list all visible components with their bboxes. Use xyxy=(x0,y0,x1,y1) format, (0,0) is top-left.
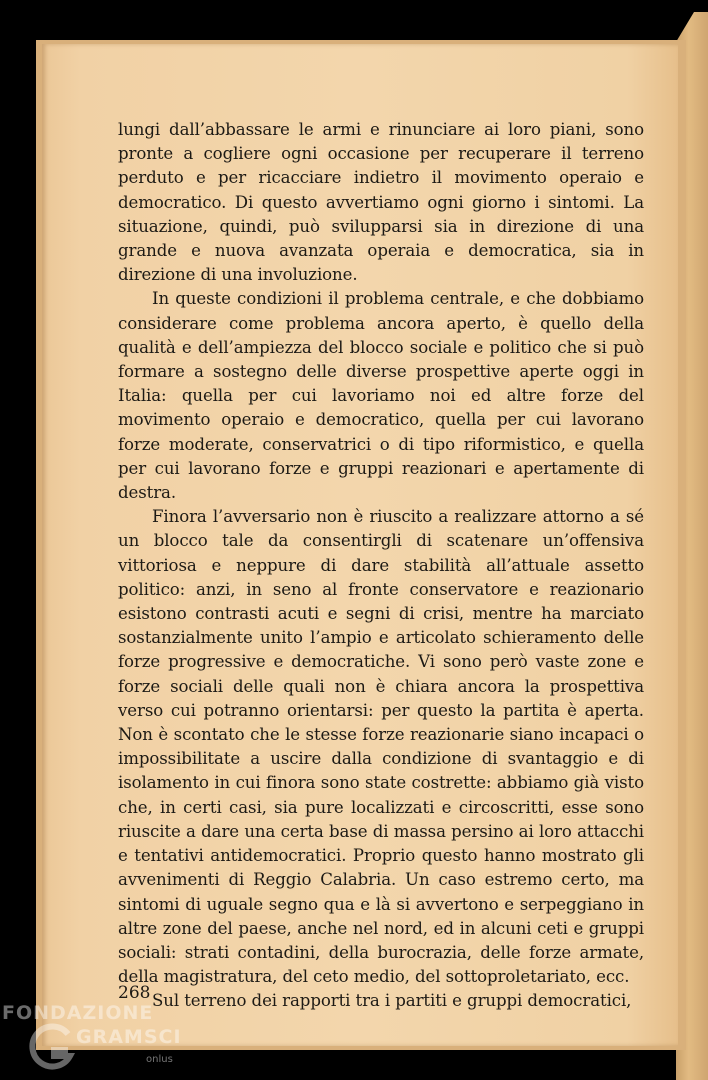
fondazione-gramsci-watermark xyxy=(0,996,200,1080)
paragraph-1: lungi dall’abbassare le armi e rinunciare ai loro piani, sono pronte a cogliere ogni occasione per recuperare il terreno perduto e per ricacciare indietro il movimento operaio e democratico. Di questo avvertiamo ogni giorno i sintomi. La situazione, quindi, può svilupparsi sia in direzione di una grande e nuova avanzata operaia e democratica, sia in direzione di una involuzione. xyxy=(118,120,644,285)
page-number: 268 xyxy=(118,983,151,1003)
paragraph-4: Sul terreno dei rapporti tra i partiti e gruppi democratici, xyxy=(152,991,632,1011)
paragraph-3: Finora l’avversario non è riuscito a realizzare attorno a sé un blocco tale da consentirgli di scatenare un’offensiva vittoriosa e neppure di dare stabilità all’attuale assetto politico: anzi, in seno al fronte conservatore e reazionario esistono contrasti acuti e segni di crisi, mentre ha marciato sostanzialmente unito l’ampio e articolato schieramento delle forze progressive e democratiche. Vi sono però vaste zone e forze sociali delle quali non è chiara ancora la prospettiva verso cui potranno orientarsi: per questo la partita è aperta. Non è scontato che le stesse forze reazionarie siano incapaci o impossibilitate a uscire dalla condizione di svantaggio e di isolamento in cui finora sono state costrette: abbiamo già visto che, in certi casi, sia pure localizzati e circoscritti, esse sono riuscite a dare una certa base di massa persino ai loro attacchi e tentativi antidemocratici. Proprio questo hanno mostrato gli avvenimenti di Reggio Calabria. Un caso estremo certo, ma sintomi di uguale segno qua e là si avvertono e serpeggiano in altre zone del paese, anche nel nord, ed in alcuni ceti e gruppi sociali: strati contadini, della burocrazia, delle forze armate, della magistratura, del ceto medio, del sottoproletariato, ecc. xyxy=(118,507,644,987)
watermark-suffix: onlus xyxy=(146,1054,173,1065)
watermark-line-2: GRAMSCI xyxy=(76,1026,182,1048)
scan-top-edge xyxy=(0,0,708,14)
watermark-line-1: FONDAZIONE xyxy=(2,1002,154,1024)
paragraph-2: In queste condizioni il problema centrale, e che dobbiamo considerare come problema ancora aperto, è quello della qualità e dell’ampiezza del blocco sociale e politico che si può formare a sostegno delle diverse prospettive aperte oggi in Italia: quella per cui lavoriamo noi ed altre forze del movimento operaio e democratico, quella per cui lavorano forze moderate, conservatrici o di tipo riformistico, e quella per cui lavorano forze e gruppi reazionari e apertamente di destra. xyxy=(118,289,644,503)
g-letter-logo-icon xyxy=(28,1022,76,1074)
body-text xyxy=(118,118,644,1014)
